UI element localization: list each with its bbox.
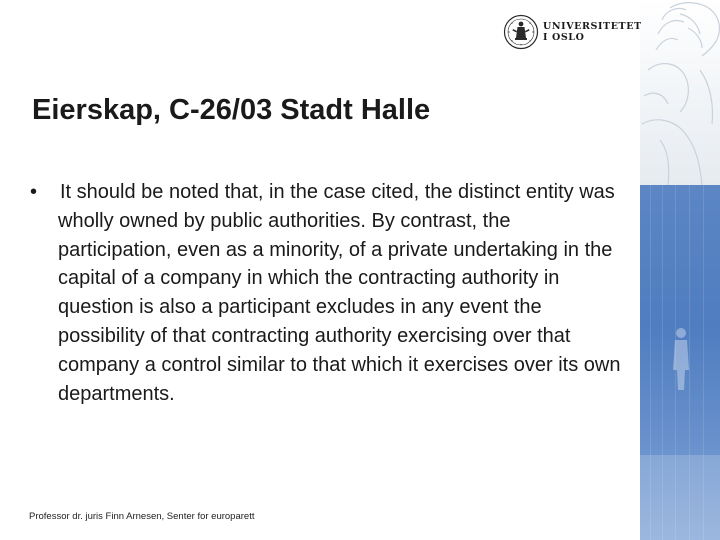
decorative-blue-panel [640, 185, 720, 540]
bullet-symbol: • [30, 181, 38, 203]
bullet-item [30, 178, 630, 408]
university-name-line2: I OSLO [543, 32, 585, 43]
slide-title: Eierskap, C-26/03 Stadt Halle [32, 94, 431, 126]
statue-head-illustration [640, 0, 720, 185]
footer-text: Professor dr. juris Finn Arnesen, Senter for europarett [29, 511, 255, 522]
figure-silhouette-icon [640, 185, 720, 540]
decorative-statue-panel [640, 0, 720, 185]
bullet-text: It should be noted that, in the case cited, the distinct entity was wholly owned by public authorities. By contrast, the participation, even as a minority, of a private undertaking in the capital of a company in which the contracting authority in question is also a participant excludes in any event the possibility of that contracting authority exercising over that company a control similar to that which it exercises over its own departments. [58, 181, 621, 405]
university-logo [503, 14, 642, 54]
university-seal-icon [503, 14, 539, 50]
university-name [543, 21, 642, 43]
university-name-line1: UNIVERSITETET [543, 21, 642, 32]
